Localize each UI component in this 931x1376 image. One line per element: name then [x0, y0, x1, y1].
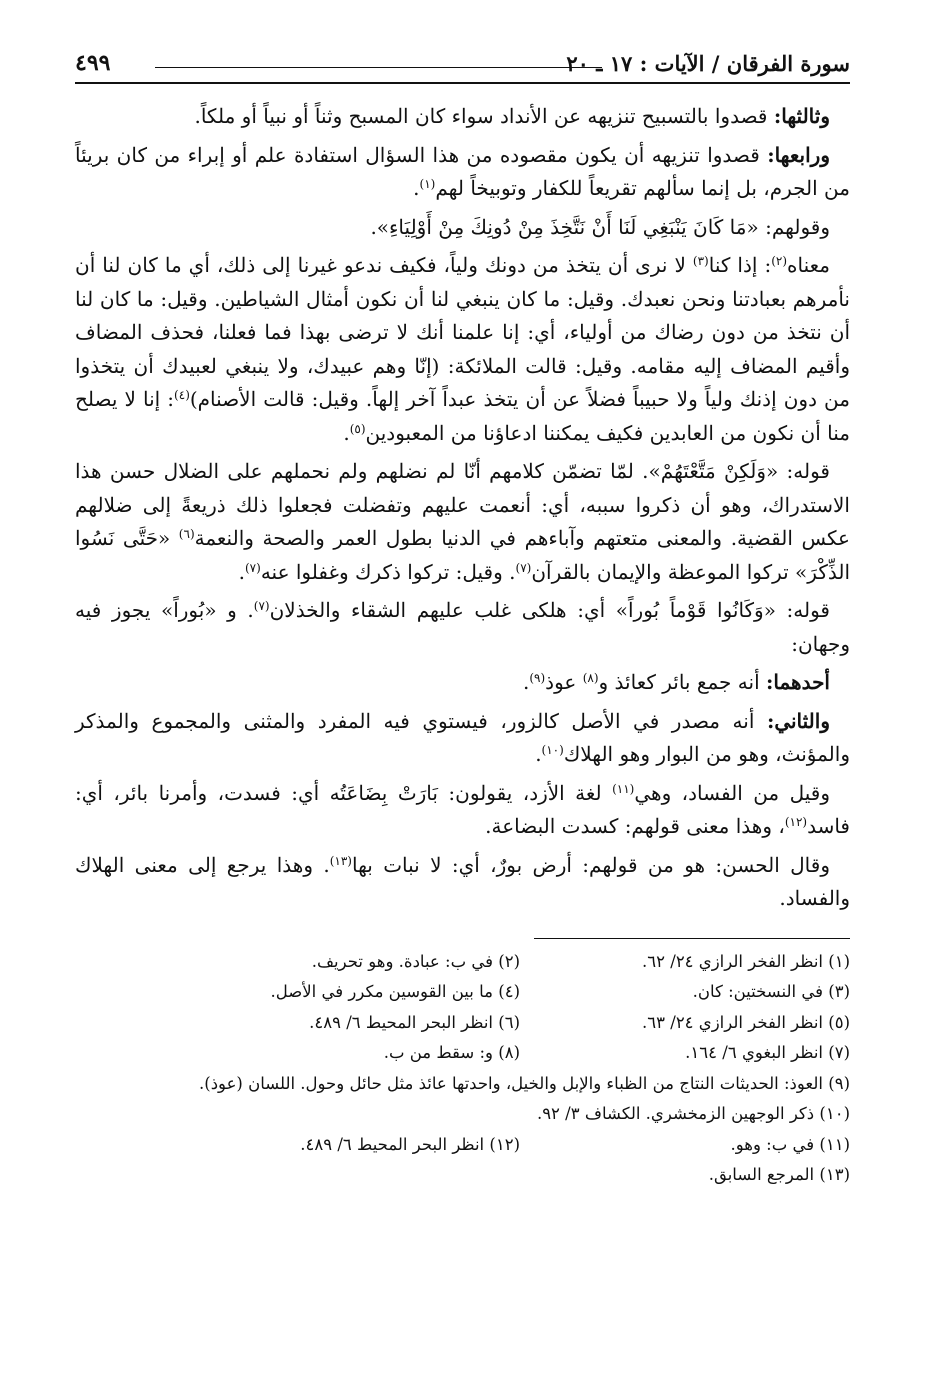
paragraph-text: : إذا كنا: [708, 253, 772, 277]
footnote-row: [75, 1038, 850, 1069]
paragraph-text: .: [522, 670, 530, 694]
footnotes: [75, 947, 850, 1191]
footnote-row: [75, 1130, 850, 1161]
paragraph-text: . وقيل: تركوا ذكرك وغفلوا عنه: [260, 559, 516, 584]
footnote-marker[interactable]: (٧): [515, 560, 532, 575]
footnote-marker[interactable]: (١): [419, 177, 436, 191]
paragraph-bura: [75, 594, 850, 661]
footnote-marker[interactable]: (٢): [771, 254, 788, 268]
lead-word: أحدهما:: [765, 670, 830, 694]
paragraph-text: أنه مصدر في الأصل كالزور، فيستوي فيه المفرد والمثنى والمجموع والمذكر والمؤنث، وهو من البوار وهو الهلاك: [75, 708, 850, 766]
paragraph-text: قوله: «وَلَكِنْ مَتَّعْتَهُمْ». لمّا تضمّن كلامهم أنّا لم نضلهم ولم نحملهم على الضلال حسن هذا الاستدراك، وهو أن ذكروا سببه، أي: أنعمت عليهم وتفضلت فجعلوا ذلك ذريعةً إلى ضلالهم عكس القضية. والمعنى متعتهم وآباءهم في الدنيا بطول العمر والصحة والنعمة: [75, 459, 850, 550]
paragraph-third: [75, 100, 850, 134]
footnote-row: [75, 977, 850, 1008]
paragraph-text: وقولهم: «مَا كَانَ يَنْبَغِي لَنَا أَنْ نَتَّخِذَ مِنْ دُونِكَ مِنْ أَوْلِيَاءِ».: [370, 214, 830, 239]
footnote-3: (٣) في النسختين: كان.: [692, 982, 850, 1001]
footnote-marker[interactable]: (١٢): [784, 815, 808, 829]
footnote-separator: [534, 938, 850, 939]
paragraph-quote: [75, 211, 850, 245]
footnote-13: (١٣) المرجع السابق.: [708, 1165, 850, 1184]
paragraph-text: : إنا لا يصلح منا أن نكون من العابدين فكيف يمكننا ادعاؤنا من المعبودين: [75, 387, 850, 445]
footnote-marker[interactable]: (٨): [582, 671, 599, 685]
paragraph-text: قوله: «وَكَانُوا قَوْماً بُوراً» أي: هلكى غلب عليهم الشقاء والخذلان: [269, 598, 830, 622]
book-page: [75, 40, 850, 1340]
paragraph-text: .: [413, 176, 420, 200]
footnote-row: [75, 1008, 850, 1039]
footnote-marker[interactable]: (١٠): [541, 743, 564, 757]
footnote-8: (٨) و: سقط من ب.: [383, 1043, 520, 1062]
paragraph-text: معناه: [787, 253, 830, 277]
page-header: [75, 40, 850, 84]
paragraph-text: .: [343, 420, 350, 445]
paragraph-text: . وهذا يرجع إلى معنى الهلاك والفساد.: [75, 852, 850, 910]
paragraph-but-you-gave: [75, 455, 850, 589]
paragraph-text: «حَتَّى نَسُوا الذِّكْرَ» تركوا الموعظة والإيمان بالقرآن: [75, 526, 850, 584]
paragraph-text: .: [535, 742, 542, 766]
paragraph-text: لا نرى أن يتخذ من دونك ولياً، فكيف ندعو غيرنا إلى ذلك، أي ما كان لنا أن نأمرهم بعبادتنا ونحن نعبدك. وقيل: ما كان ينبغي لنا أن نكون أمثال الشياطين. وقيل: ما كان لنا أن نتخذ من دون رضاك من أولياء، أي: إنا علمنا أنك لا ترضى بهذا فما فعلنا، فحذف المضاف وأقيم المضاف إليه مقامه. وقيل: قالت الملائكة: (إنّا وهم عبيدك، ولا ينبغي لعبيدك أن يتخذوا من دون إذنك ولياً ولا حبيباً فضلاً عن أن يتخذ عبداً آخر إلهاً. وقيل: قالت الأصنام): [75, 253, 850, 411]
footnote-5: (٥) انظر الفخر الرازي ٢٤/ ٦٣.: [642, 1012, 850, 1032]
paragraph-text: عوذ: [545, 670, 583, 694]
footnote-4: (٤) ما بين القوسين مكرر في الأصل.: [270, 982, 520, 1001]
footnote-1: (١) انظر الفخر الرازي ٢٤/ ٦٢.: [642, 951, 850, 971]
paragraph-text: .: [238, 559, 245, 584]
page-number: ٤٩٩: [75, 50, 111, 76]
paragraph-hasan: [75, 849, 850, 916]
paragraph-first-aspect: [75, 666, 850, 700]
paragraph-text: لغة الأزد، يقولون: بَارَتْ بِضَاعَتُه أي: فسدت، وأمرنا بائر، أي: فاسد: [75, 780, 850, 838]
paragraph-text: وقيل من الفساد، وهي: [634, 780, 830, 805]
footnote-marker[interactable]: (٥): [349, 421, 366, 436]
paragraph-text: أنه جمع بائر كعائذ و: [598, 670, 766, 694]
paragraph-text: . و «بُوراً» يجوز فيه وجهان:: [75, 598, 850, 656]
footnote-12: (١٢) انظر البحر المحيط ٦/ ٤٨٩.: [300, 1134, 520, 1154]
lead-word: وثالثها:: [773, 104, 830, 128]
footnote-2: (٢) في ب: عبادة. وهو تحريف.: [311, 951, 520, 971]
paragraph-meaning: [75, 249, 850, 450]
paragraph-second-aspect: [75, 705, 850, 772]
footnote-marker[interactable]: (٦): [178, 527, 195, 541]
main-text: [75, 100, 850, 916]
footnote-marker[interactable]: (٩): [529, 671, 546, 685]
paragraph-text: قصدوا تنزيهه أن يكون مقصوده من هذا السؤال استفادة علم أو إبراء من كان بريئاً من الجرم، بل إنما سألهم تقريعاً للكفار وتوبيخاً لهم: [75, 142, 850, 200]
footnote-marker[interactable]: (١١): [612, 781, 635, 796]
header-rule: [155, 67, 602, 68]
footnote-marker[interactable]: (١٣): [329, 853, 352, 868]
footnote-9: (٩) العوذ: الحديثات النتاج من الظباء والإبل والخيل، واحدتها عائذ مثل حائل وحول. اللسان (عوذ).: [199, 1073, 850, 1093]
footnote-7: (٧) انظر البغوي ٦/ ١٦٤.: [685, 1043, 850, 1062]
footnote-marker[interactable]: (٧): [244, 560, 261, 575]
footnote-marker[interactable]: (٧): [253, 599, 270, 613]
surah-title: سورة الفرقان / الآيات : ١٧ ـ ٢٠: [566, 51, 850, 76]
footnote-10: (١٠) ذكر الوجهين الزمخشري. الكشاف ٣/ ٩٢.: [536, 1104, 850, 1123]
footnote-11: (١١) في ب: وهو.: [730, 1134, 850, 1154]
footnote-6: (٦) انظر البحر المحيط ٦/ ٤٨٩.: [309, 1012, 520, 1032]
footnote-row: [75, 947, 850, 978]
paragraph-corruption: [75, 777, 850, 844]
footnote-marker[interactable]: (٣): [692, 254, 709, 268]
lead-word: والثاني:: [766, 708, 830, 733]
paragraph-text: قصدوا بالتسبيح تنزيهه عن الأنداد سواء كان المسبح وثناً أو نبياً أو ملكاً.: [194, 104, 774, 128]
lead-word: ورابعها:: [767, 142, 830, 167]
footnote-marker[interactable]: (٤): [174, 388, 190, 402]
paragraph-text: ، وهذا معنى قولهم: كسدت البضاعة.: [485, 814, 785, 838]
paragraph-fourth: [75, 139, 850, 206]
paragraph-text: وقال الحسن: هو من قولهم: أرض بورٌ، أي: لا نبات بها: [351, 852, 830, 877]
